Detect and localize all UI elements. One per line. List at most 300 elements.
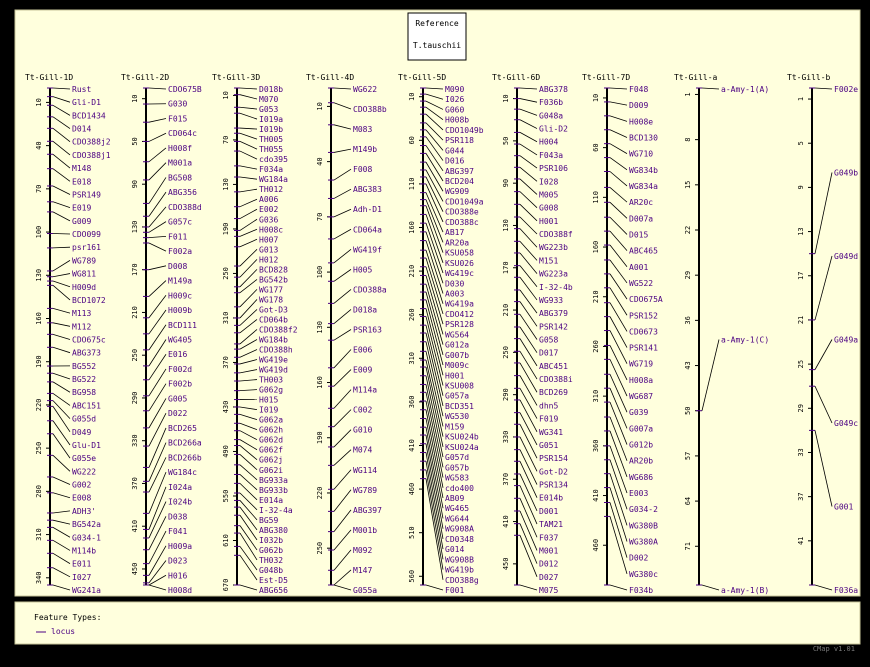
locus-label[interactable]: WG341 xyxy=(539,428,563,437)
locus-label[interactable]: AR20b xyxy=(629,457,653,466)
locus-label[interactable]: M090 xyxy=(445,85,464,94)
locus-label[interactable]: G049d xyxy=(834,252,858,261)
locus-label[interactable]: CD0348 xyxy=(445,535,474,544)
locus-label[interactable]: ABG397 xyxy=(445,167,474,176)
locus-label[interactable]: BCD204 xyxy=(445,177,474,186)
locus-label[interactable]: E014a xyxy=(259,496,283,505)
locus-label[interactable]: a-Amy-1(A) xyxy=(721,85,769,94)
locus-label[interactable]: WG223b xyxy=(539,243,568,252)
locus-label[interactable]: WG184c xyxy=(168,468,197,477)
locus-label[interactable]: G005 xyxy=(168,394,187,403)
locus-label[interactable]: M083 xyxy=(353,125,372,134)
locus-label[interactable]: M009c xyxy=(445,361,469,370)
locus-label[interactable]: WG622 xyxy=(353,85,377,94)
locus-label[interactable]: I028 xyxy=(539,177,558,186)
locus-label[interactable]: BG59 xyxy=(259,516,278,525)
locus-label[interactable]: ABG373 xyxy=(72,349,101,358)
locus-label[interactable]: WG177 xyxy=(259,285,283,294)
locus-label[interactable]: WG178 xyxy=(259,295,283,304)
locus-label[interactable]: ABG356 xyxy=(168,188,197,197)
map-title[interactable]: Tt-Gill-3D xyxy=(212,73,260,82)
locus-label[interactable]: A001 xyxy=(629,263,648,272)
tick-label: 29 xyxy=(797,404,805,412)
locus-label[interactable]: TH032 xyxy=(259,556,283,565)
locus-label[interactable]: H008f xyxy=(168,144,192,153)
locus-label[interactable]: M149b xyxy=(353,145,377,154)
locus-label[interactable]: G060 xyxy=(445,105,464,114)
tick-label: 50 xyxy=(131,137,139,145)
locus-label[interactable]: CDO388c xyxy=(445,218,479,227)
locus-label[interactable]: G009 xyxy=(72,217,91,226)
locus-label[interactable]: WG933 xyxy=(539,296,563,305)
locus-label[interactable]: WG405 xyxy=(168,336,192,345)
locus-label[interactable]: BCD1434 xyxy=(72,111,106,120)
locus-label[interactable]: BG552 xyxy=(72,362,96,371)
locus-label[interactable]: M001 xyxy=(539,546,558,555)
locus-label[interactable]: H008b xyxy=(445,116,469,125)
locus-label[interactable]: D022 xyxy=(168,409,187,418)
locus-label[interactable]: I026 xyxy=(445,95,464,104)
locus-label[interactable]: BCD111 xyxy=(168,321,197,330)
locus-label[interactable]: psr161 xyxy=(72,243,101,252)
locus-label[interactable]: H015 xyxy=(259,396,278,405)
locus-label[interactable]: M075 xyxy=(539,586,558,595)
locus-label[interactable]: WG811 xyxy=(72,270,96,279)
locus-label[interactable]: WG687 xyxy=(629,392,653,401)
locus-label[interactable]: D012 xyxy=(539,560,558,569)
locus-label[interactable]: CDO099 xyxy=(72,230,101,239)
locus-label[interactable]: PSR149 xyxy=(72,190,101,199)
locus-label[interactable]: H009c xyxy=(168,291,192,300)
locus-label[interactable]: I-32-4b xyxy=(539,283,573,292)
locus-label[interactable]: E016 xyxy=(168,350,187,359)
locus-label[interactable]: G049b xyxy=(834,169,858,178)
locus-label[interactable]: ABC465 xyxy=(629,247,658,256)
locus-label[interactable]: I032b xyxy=(259,536,283,545)
locus-label[interactable]: M074 xyxy=(353,446,372,455)
locus-label[interactable]: G010 xyxy=(353,426,372,435)
locus-label[interactable]: G049c xyxy=(834,419,858,428)
locus-label[interactable]: WG909 xyxy=(445,187,469,196)
locus-label[interactable]: TAM21 xyxy=(539,520,563,529)
locus-label[interactable]: a-Amy-1(C) xyxy=(721,336,769,345)
locus-label[interactable]: Gli-D2 xyxy=(539,125,568,134)
locus-label[interactable]: M114b xyxy=(72,546,96,555)
locus-label[interactable]: WG644 xyxy=(445,514,469,523)
locus-label[interactable]: M114a xyxy=(353,386,377,395)
locus-label[interactable]: Got-D3 xyxy=(259,305,288,314)
map-title[interactable]: Tt-Gill-1D xyxy=(25,73,73,82)
locus-label[interactable]: H005 xyxy=(353,265,372,274)
locus-label[interactable]: CD064b xyxy=(259,315,288,324)
locus-label[interactable]: M001a xyxy=(168,159,192,168)
locus-label[interactable]: G030 xyxy=(168,100,187,109)
locus-label[interactable]: D001 xyxy=(539,507,558,516)
locus-label[interactable]: dhn5 xyxy=(539,401,558,410)
locus-label[interactable]: WG184a xyxy=(259,175,288,184)
locus-label[interactable]: PSR142 xyxy=(539,322,568,331)
locus-label[interactable]: BG522 xyxy=(72,375,96,384)
locus-label[interactable]: F011 xyxy=(168,232,187,241)
locus-label[interactable]: D038 xyxy=(168,512,187,521)
locus-label[interactable]: BCD269 xyxy=(539,388,568,397)
locus-label[interactable]: WG222 xyxy=(72,467,96,476)
locus-label[interactable]: ADH3' xyxy=(72,507,96,516)
locus-label[interactable]: G001 xyxy=(834,503,853,512)
locus-label[interactable]: TH005 xyxy=(259,135,283,144)
locus-label[interactable]: PSR141 xyxy=(629,344,658,353)
locus-label[interactable]: G062b xyxy=(259,546,283,555)
locus-label[interactable]: G062g xyxy=(259,386,283,395)
locus-label[interactable]: G055e xyxy=(72,454,96,463)
locus-label[interactable]: CDO388f2 xyxy=(259,325,298,334)
locus-label[interactable]: F034b xyxy=(629,586,653,595)
tick-label: 360 xyxy=(408,396,416,409)
locus-label[interactable]: WG564 xyxy=(445,330,469,339)
locus-label[interactable]: CDO1049b xyxy=(445,126,484,135)
locus-label[interactable]: H016 xyxy=(168,571,187,580)
locus-label[interactable]: D009 xyxy=(629,101,648,110)
locus-label[interactable]: BCD1072 xyxy=(72,296,106,305)
locus-label[interactable]: H009d xyxy=(72,283,96,292)
locus-label[interactable]: M147 xyxy=(353,566,372,575)
locus-label[interactable]: I019 xyxy=(259,406,278,415)
locus-label[interactable]: F008 xyxy=(353,165,372,174)
locus-label[interactable]: C002 xyxy=(353,406,372,415)
locus-label[interactable]: AB09 xyxy=(445,494,464,503)
locus-label[interactable]: F002a xyxy=(168,247,192,256)
locus-label[interactable]: F036b xyxy=(539,98,563,107)
tick-label: 220 xyxy=(316,487,324,500)
locus-label[interactable]: WG710 xyxy=(629,150,653,159)
locus-label[interactable]: ABG379 xyxy=(539,309,568,318)
locus-label[interactable]: E003 xyxy=(629,489,648,498)
locus-label[interactable]: CD0673 xyxy=(629,327,658,336)
locus-label[interactable]: BCD265 xyxy=(168,424,197,433)
locus-label[interactable]: G036 xyxy=(259,215,278,224)
locus-label[interactable]: Glu-D1 xyxy=(72,441,101,450)
locus-label[interactable]: G057c xyxy=(168,218,192,227)
locus-label[interactable]: CDO388e xyxy=(445,208,479,217)
locus-label[interactable]: H008c xyxy=(259,225,283,234)
locus-label[interactable]: D008 xyxy=(168,262,187,271)
locus-label[interactable]: H001 xyxy=(539,217,558,226)
locus-label[interactable]: CDO388j1 xyxy=(72,151,111,160)
locus-label[interactable]: BCD266a xyxy=(168,439,202,448)
locus-label[interactable]: BG542a xyxy=(72,520,101,529)
locus-label[interactable]: H009b xyxy=(168,306,192,315)
locus-label[interactable]: G058 xyxy=(539,336,558,345)
locus-label[interactable]: WG380c xyxy=(629,570,658,579)
locus-label[interactable]: BCD828 xyxy=(259,265,288,274)
locus-label[interactable]: BG542b xyxy=(259,275,288,284)
locus-label[interactable]: G049a xyxy=(834,336,858,345)
locus-label[interactable]: CDO388h xyxy=(259,346,293,355)
locus-label[interactable]: E002 xyxy=(259,205,278,214)
locus-label[interactable]: I027 xyxy=(72,573,91,582)
locus-label[interactable]: WG241a xyxy=(72,586,101,595)
map-title[interactable]: Tt-Gill-4D xyxy=(306,73,354,82)
locus-label[interactable]: G048a xyxy=(539,111,563,120)
locus-label[interactable]: H009a xyxy=(168,542,192,551)
locus-label[interactable]: CDO675c xyxy=(72,336,106,345)
locus-label[interactable]: ABC451 xyxy=(539,362,568,371)
locus-label[interactable]: CDO675A xyxy=(629,295,663,304)
map-title[interactable]: Tt-Gill-a xyxy=(674,73,718,82)
locus-label[interactable]: G048b xyxy=(259,566,283,575)
tick-label: 460 xyxy=(592,539,600,552)
locus-label[interactable]: a-Amy-1(B) xyxy=(721,586,769,595)
locus-label[interactable]: CD064c xyxy=(168,129,197,138)
locus-label[interactable]: F034a xyxy=(259,165,283,174)
locus-label[interactable]: WG223a xyxy=(539,270,568,279)
locus-label[interactable]: H012 xyxy=(259,255,278,264)
map-title[interactable]: Tt-Gill-2D xyxy=(121,73,169,82)
locus-label[interactable]: H008a xyxy=(629,376,653,385)
locus-label[interactable]: F001 xyxy=(445,586,464,595)
map-title[interactable]: Tt-Gill-5D xyxy=(398,73,446,82)
locus-label[interactable]: CDO388b xyxy=(353,105,387,114)
locus-label[interactable]: G057a xyxy=(445,392,469,401)
locus-label[interactable]: CDO1049a xyxy=(445,197,484,206)
locus-label[interactable]: M149a xyxy=(168,277,192,286)
locus-label[interactable]: PSR106 xyxy=(539,164,568,173)
locus-label[interactable]: WG908A xyxy=(445,525,474,534)
locus-label[interactable]: BG508 xyxy=(168,173,192,182)
locus-label[interactable]: G013 xyxy=(259,245,278,254)
tick-label: 9 xyxy=(797,185,805,189)
locus-label[interactable]: G055a xyxy=(353,586,377,595)
locus-label[interactable]: M005 xyxy=(539,190,558,199)
locus-label[interactable]: F043a xyxy=(539,151,563,160)
locus-label[interactable]: D014 xyxy=(72,125,91,134)
locus-label[interactable]: KSU024a xyxy=(445,443,479,452)
locus-label[interactable]: KSU058 xyxy=(445,249,474,258)
map-title[interactable]: Tt-Gill-b xyxy=(787,73,831,82)
locus-label[interactable]: A006 xyxy=(259,195,278,204)
locus-label[interactable]: D018b xyxy=(259,85,283,94)
locus-label[interactable]: WG583 xyxy=(445,474,469,483)
locus-label[interactable]: Est-D5 xyxy=(259,576,288,585)
locus-label[interactable]: G007b xyxy=(445,351,469,360)
locus-label[interactable]: D015 xyxy=(629,230,648,239)
locus-label[interactable]: WG419a xyxy=(445,300,474,309)
locus-label[interactable]: H001 xyxy=(445,371,464,380)
locus-label[interactable]: ABG656 xyxy=(259,586,288,595)
locus-label[interactable]: D016 xyxy=(445,157,464,166)
locus-label[interactable]: E018 xyxy=(72,177,91,186)
locus-label[interactable]: F002d xyxy=(168,365,192,374)
locus-label[interactable]: BCD351 xyxy=(445,402,474,411)
locus-label[interactable]: A003 xyxy=(445,289,464,298)
locus-label[interactable]: M092 xyxy=(353,546,372,555)
locus-label[interactable]: G008 xyxy=(539,204,558,213)
locus-label[interactable]: E011 xyxy=(72,560,91,569)
tick-label: 290 xyxy=(131,392,139,405)
locus-label[interactable]: BG933a xyxy=(259,476,288,485)
locus-label[interactable]: WG834a xyxy=(629,182,658,191)
tick-label: 60 xyxy=(408,136,416,144)
locus-label[interactable]: WG522 xyxy=(629,279,653,288)
locus-label[interactable]: WG419b xyxy=(445,566,474,575)
locus-label[interactable]: KSU026 xyxy=(445,259,474,268)
locus-label[interactable]: M148 xyxy=(72,164,91,173)
locus-label[interactable]: CDO388i xyxy=(539,375,573,384)
locus-label[interactable]: G012b xyxy=(629,441,653,450)
locus-label[interactable]: BCD266b xyxy=(168,453,202,462)
locus-label[interactable]: PSR134 xyxy=(539,481,568,490)
locus-label[interactable]: D049 xyxy=(72,428,91,437)
locus-label[interactable]: WG465 xyxy=(445,504,469,513)
locus-label[interactable]: F019 xyxy=(539,415,558,424)
locus-label[interactable]: WG530 xyxy=(445,412,469,421)
locus-label[interactable]: WG789 xyxy=(353,486,377,495)
locus-label[interactable]: D007a xyxy=(629,214,653,223)
locus-label[interactable]: I019b xyxy=(259,125,283,134)
locus-label[interactable]: M159 xyxy=(445,422,464,431)
locus-label[interactable]: CDO388f xyxy=(539,230,573,239)
locus-label[interactable]: WG419d xyxy=(259,366,288,375)
locus-label[interactable]: I024a xyxy=(168,483,192,492)
locus-label[interactable]: M113 xyxy=(72,309,91,318)
locus-label[interactable]: G007a xyxy=(629,424,653,433)
locus-label[interactable]: M151 xyxy=(539,256,558,265)
locus-label[interactable]: BG933b xyxy=(259,486,288,495)
locus-label[interactable]: M112 xyxy=(72,322,91,331)
locus-label[interactable]: PSR152 xyxy=(629,311,658,320)
locus-label[interactable]: D023 xyxy=(168,557,187,566)
locus-label[interactable]: H008e xyxy=(629,117,653,126)
locus-label[interactable]: G062i xyxy=(259,466,283,475)
locus-label[interactable]: KSU024b xyxy=(445,433,479,442)
locus-label[interactable]: WG380A xyxy=(629,538,658,547)
locus-label[interactable]: TH003 xyxy=(259,376,283,385)
locus-label[interactable]: G039 xyxy=(629,408,648,417)
locus-label[interactable]: G057d xyxy=(445,453,469,462)
locus-label[interactable]: M001b xyxy=(353,526,377,535)
locus-label[interactable]: F048 xyxy=(629,85,648,94)
locus-label[interactable]: BG958 xyxy=(72,388,96,397)
locus-label[interactable]: G062j xyxy=(259,456,283,465)
locus-label[interactable]: ABG378 xyxy=(539,85,568,94)
locus-label[interactable]: ABG397 xyxy=(353,506,382,515)
locus-label[interactable]: H008d xyxy=(168,586,192,595)
locus-label[interactable]: Rust xyxy=(72,85,91,94)
locus-label[interactable]: G044 xyxy=(445,146,464,155)
locus-label[interactable]: WG114 xyxy=(353,466,377,475)
locus-label[interactable]: G002 xyxy=(72,481,91,490)
locus-label[interactable]: Got-D2 xyxy=(539,467,568,476)
locus-label[interactable]: WG686 xyxy=(629,473,653,482)
locus-label[interactable]: I-32-4a xyxy=(259,506,293,515)
locus-label[interactable]: WG419c xyxy=(445,269,474,278)
locus-label[interactable]: D027 xyxy=(539,573,558,582)
locus-label[interactable]: H004 xyxy=(539,138,558,147)
locus-label[interactable]: WG789 xyxy=(72,256,96,265)
locus-label[interactable]: G014 xyxy=(445,545,464,554)
locus-label[interactable]: G062h xyxy=(259,426,283,435)
locus-label[interactable]: ABG380 xyxy=(259,526,288,535)
locus-label[interactable]: H007 xyxy=(259,235,278,244)
locus-label[interactable]: ABC151 xyxy=(72,401,101,410)
locus-label[interactable]: E019 xyxy=(72,204,91,213)
locus-label[interactable]: KSU008 xyxy=(445,382,474,391)
locus-label[interactable]: E008 xyxy=(72,494,91,503)
locus-label[interactable]: E006 xyxy=(353,346,372,355)
locus-label[interactable]: F002e xyxy=(834,85,858,94)
locus-label[interactable]: F037 xyxy=(539,533,558,542)
locus-label[interactable]: G053 xyxy=(259,105,278,114)
locus-label[interactable]: F002b xyxy=(168,380,192,389)
locus-label[interactable]: G051 xyxy=(539,441,558,450)
locus-label[interactable]: M070 xyxy=(259,95,278,104)
locus-label[interactable]: F036a xyxy=(834,586,858,595)
locus-label[interactable]: F041 xyxy=(168,527,187,536)
locus-label[interactable]: E014b xyxy=(539,494,563,503)
locus-label[interactable]: TH055 xyxy=(259,145,283,154)
locus-label[interactable]: CDO388j2 xyxy=(72,138,111,147)
locus-label[interactable]: WG419f xyxy=(353,245,382,254)
locus-label[interactable]: WG908B xyxy=(445,555,474,564)
locus-label[interactable]: WG719 xyxy=(629,360,653,369)
locus-label[interactable]: CD064a xyxy=(353,225,382,234)
locus-label[interactable]: WG834b xyxy=(629,166,658,175)
locus-label[interactable]: AR20c xyxy=(629,198,653,207)
locus-label[interactable]: PSR118 xyxy=(445,136,474,145)
locus-label[interactable]: G034-1 xyxy=(72,533,101,542)
locus-label[interactable]: CDO388d xyxy=(168,203,202,212)
locus-label[interactable]: TH012 xyxy=(259,185,283,194)
locus-label[interactable]: PSR163 xyxy=(353,325,382,334)
locus-label[interactable]: WG419e xyxy=(259,356,288,365)
locus-label[interactable]: G062f xyxy=(259,446,283,455)
locus-label[interactable]: G034-2 xyxy=(629,505,658,514)
locus-label[interactable]: F015 xyxy=(168,114,187,123)
locus-label[interactable]: D018a xyxy=(353,305,377,314)
locus-label[interactable]: D002 xyxy=(629,554,648,563)
locus-label[interactable]: cdo395 xyxy=(259,155,288,164)
locus-label[interactable]: AB17 xyxy=(445,228,464,237)
locus-label[interactable]: BCD130 xyxy=(629,133,658,142)
locus-label[interactable]: D030 xyxy=(445,279,464,288)
locus-label[interactable]: E009 xyxy=(353,366,372,375)
tick-label: 460 xyxy=(408,483,416,496)
locus-label[interactable]: G062a xyxy=(259,416,283,425)
locus-label[interactable]: I024b xyxy=(168,498,192,507)
locus-label[interactable]: PSR154 xyxy=(539,454,568,463)
locus-label[interactable]: AR20a xyxy=(445,238,469,247)
map-title[interactable]: Tt-Gill-6D xyxy=(492,73,540,82)
locus-label[interactable]: WG380B xyxy=(629,521,658,530)
locus-label[interactable]: Gli-D1 xyxy=(72,98,101,107)
locus-label[interactable]: G057b xyxy=(445,463,469,472)
locus-label[interactable]: cdo400 xyxy=(445,484,474,493)
locus-label[interactable]: CDO388a xyxy=(353,285,387,294)
locus-label[interactable]: CDO388g xyxy=(445,576,479,585)
locus-label[interactable]: Adh-D1 xyxy=(353,205,382,214)
locus-label[interactable]: ABG383 xyxy=(353,185,382,194)
locus-label[interactable]: PSR128 xyxy=(445,320,474,329)
locus-label[interactable]: G055d xyxy=(72,415,96,424)
locus-label[interactable]: I019a xyxy=(259,115,283,124)
locus-label[interactable]: G062d xyxy=(259,436,283,445)
map-title[interactable]: Tt-Gill-7D xyxy=(582,73,630,82)
locus-label[interactable]: CDO675B xyxy=(168,85,202,94)
locus-label[interactable]: WG184b xyxy=(259,336,288,345)
locus-label[interactable]: D017 xyxy=(539,349,558,358)
locus-label[interactable]: CDO412 xyxy=(445,310,474,319)
locus-label[interactable]: G012a xyxy=(445,341,469,350)
